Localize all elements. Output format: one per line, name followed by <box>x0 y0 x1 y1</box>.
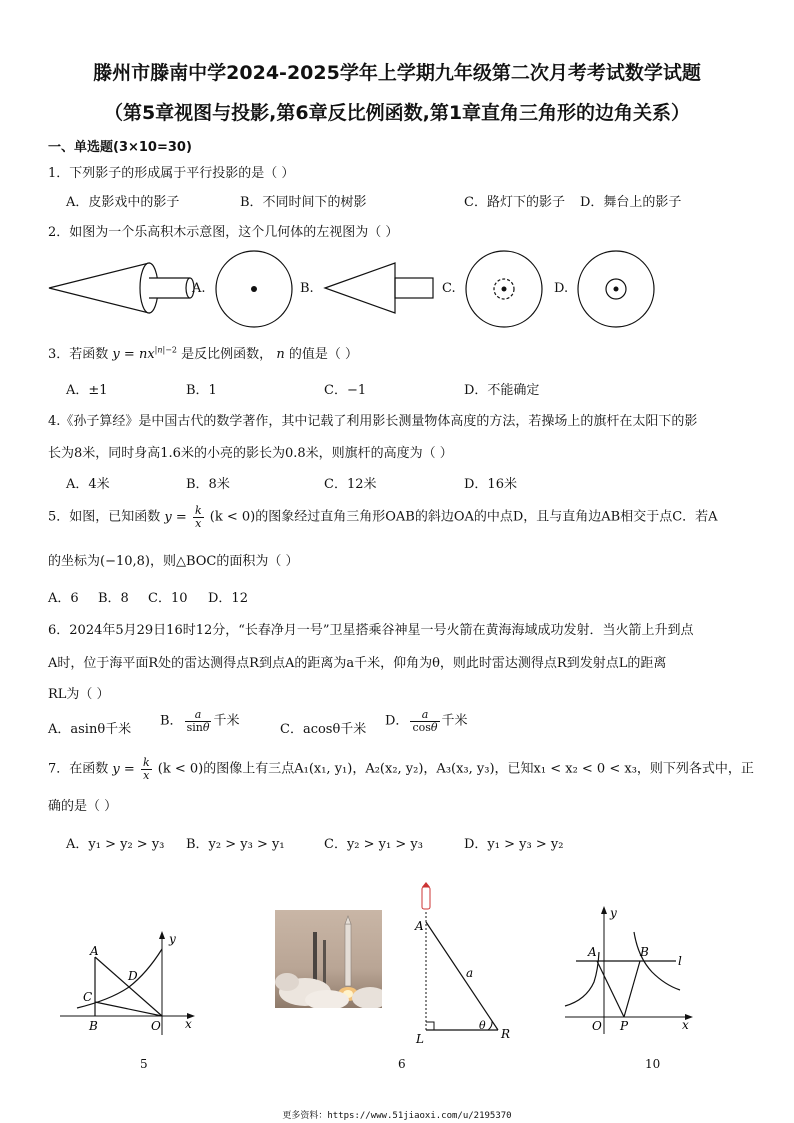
q6-option-a: A．asinθ千米 <box>48 722 132 737</box>
q4-option-a: A．4米 <box>66 477 110 492</box>
q6-stem-line2: A时，位于海平面R处的雷达测得点R到点A的距离为a千米，仰角为θ，则此时雷达测得点R到发射点L的距离 <box>48 656 667 671</box>
q5-option-a: A．6 <box>48 591 79 606</box>
q5-stem-line1: 5．如图，已知函数 y = $\frac{k}{x}$ (k < 0)的图象经过直角三角形OAB的斜边OA的中点D，且与直角边AB相交于点C．若A <box>48 504 718 530</box>
q2-option-a-label: A. <box>192 281 206 296</box>
q7-option-d: D．y₁ > y₃ > y₂ <box>464 837 564 852</box>
q4-stem-line1: 4.《孙子算经》是中国古代的数学著作，其中记载了利用影长测量物体高度的方法，若操场上的旗杆在太阳下的影 <box>48 414 698 429</box>
q3-stem: 3．若函数 $y = nx^{|n|-2}$ 是反比例函数， n 的值是（ ） <box>48 345 358 362</box>
q7-option-a: A．y₁ > y₂ > y₃ <box>66 837 165 852</box>
q2-option-a-figure <box>212 247 296 331</box>
q2-lego-figure <box>44 258 200 318</box>
q7-stem-line2: 确的是（ ） <box>48 799 118 814</box>
label-y: y <box>169 932 176 946</box>
figure-10-diagram <box>560 902 700 1037</box>
label-y: y <box>610 906 617 920</box>
q2-option-d-label: D. <box>554 281 569 296</box>
q3-option-d: D．不能确定 <box>464 383 540 398</box>
q7-option-c: C．y₂ > y₁ > y₃ <box>324 837 423 852</box>
q5-option-b: B．8 <box>98 591 129 606</box>
q6-stem-line1: 6．2024年5月29日16时12分，“长春净月一号”卫星搭乘谷神星一号火箭在黄海海域成功发射．当火箭上升到点 <box>48 623 694 638</box>
label-c: C <box>83 990 93 1004</box>
q2-option-d-figure <box>574 247 658 331</box>
segment-ar <box>426 922 498 1030</box>
q2-stem: 2．如图为一个乐高积木示意图，这个几何体的左视图为（ ） <box>48 225 399 240</box>
q2-option-b-label: B. <box>300 281 314 296</box>
q1-option-d: D．舞台上的影子 <box>580 195 682 210</box>
label-p: P <box>620 1019 629 1033</box>
label-d: D <box>128 969 138 983</box>
q6-option-b: B． $\frac{a}{\sin\theta}$ 千米 <box>160 708 240 734</box>
exam-subtitle: （第5章视图与投影,第6章反比例函数,第1章直角三角形的边角关系） <box>103 102 691 124</box>
q1-option-c: C．路灯下的影子 <box>464 195 565 210</box>
q6-stem-line3: RL为（ ） <box>48 687 110 702</box>
q6-option-c: C．acosθ千米 <box>280 722 367 737</box>
label-x: x <box>682 1018 689 1032</box>
lego-cone <box>49 263 149 313</box>
label-a: A <box>415 919 424 933</box>
q7-function-formula: y = $\frac{k}{x}$ <box>112 756 150 782</box>
exam-title: 滕州市滕南中学2024-2025学年上学期九年级第二次月考考试数学试题 <box>93 62 701 84</box>
label-b: B <box>640 945 649 959</box>
hyperbola-left-branch <box>565 952 599 1006</box>
q3-option-b: B．1 <box>186 383 217 398</box>
q2-option-c-label: C. <box>442 281 456 296</box>
label-a: A <box>588 945 597 959</box>
q3-option-a: A．±1 <box>66 383 108 398</box>
figure-6-triangle-diagram <box>412 882 522 1047</box>
q7-stem-line1: 7．在函数 y = $\frac{k}{x}$ (k < 0)的图像上有三点A₁(x₁, y₁)，A₂(x₂, y₂)，A₃(x₃, y₃)，已知x₁ < x₂ < 0 < x₃，则下列各式中，正 <box>48 756 754 782</box>
segment-oc <box>95 1002 162 1016</box>
figure-5-diagram <box>55 925 205 1037</box>
q1-option-a: A．皮影戏中的影子 <box>66 195 180 210</box>
label-side-a: a <box>466 966 474 980</box>
q5-function-formula: y = $\frac{k}{x}$ <box>164 504 202 530</box>
q5-option-d: D．12 <box>208 591 248 606</box>
q5-option-c: C．10 <box>148 591 188 606</box>
label-x: x <box>185 1017 192 1031</box>
q3-function-formula: $y = nx^{|n|-2}$ <box>112 345 178 362</box>
q4-stem-line2: 长为8米，同时身高1.6米的小亮的影长为0.8米，则旗杆的高度为（ ） <box>48 446 453 461</box>
q2-option-b-figure <box>320 258 440 318</box>
label-b: B <box>89 1019 98 1033</box>
figure-10-caption: 10 <box>645 1057 661 1071</box>
rocket-icon <box>422 887 430 909</box>
q4-option-b: B．8米 <box>186 477 230 492</box>
label-l: L <box>416 1032 424 1046</box>
q6-option-d: D． $\frac{a}{\cos\theta}$ 千米 <box>385 708 468 734</box>
q2-option-c-figure <box>462 247 546 331</box>
label-a: A <box>90 944 99 958</box>
right-angle-mark <box>426 1022 434 1030</box>
label-o: O <box>151 1019 161 1033</box>
segment-bp <box>624 961 640 1017</box>
q4-option-c: C．12米 <box>324 477 377 492</box>
q3-option-c: C．−1 <box>324 383 367 398</box>
section-heading: 一、单选题(3×10=30) <box>48 140 192 155</box>
q7-option-b: B．y₂ > y₃ > y₁ <box>186 837 285 852</box>
segment-oa <box>95 957 162 1016</box>
label-l: l <box>678 954 682 968</box>
footer-link[interactable]: 更多资料：https://www.51jiaoxi.com/u/2195370 <box>282 1111 512 1121</box>
figure-6-caption: 6 <box>398 1057 406 1071</box>
q1-stem: 1．下列影子的形成属于平行投影的是（ ） <box>48 166 295 181</box>
label-o: O <box>592 1019 602 1033</box>
q5-stem-line2: 的坐标为(−10,8)，则△BOC的面积为（ ） <box>48 554 299 569</box>
segment-ap <box>597 961 624 1017</box>
q1-option-b: B．不同时间下的树影 <box>240 195 367 210</box>
figure-6-rocket-photo <box>275 910 382 1008</box>
q4-option-d: D．16米 <box>464 477 517 492</box>
figure-5-caption: 5 <box>140 1057 148 1071</box>
label-theta: θ <box>479 1019 486 1032</box>
label-r: R <box>501 1027 511 1041</box>
